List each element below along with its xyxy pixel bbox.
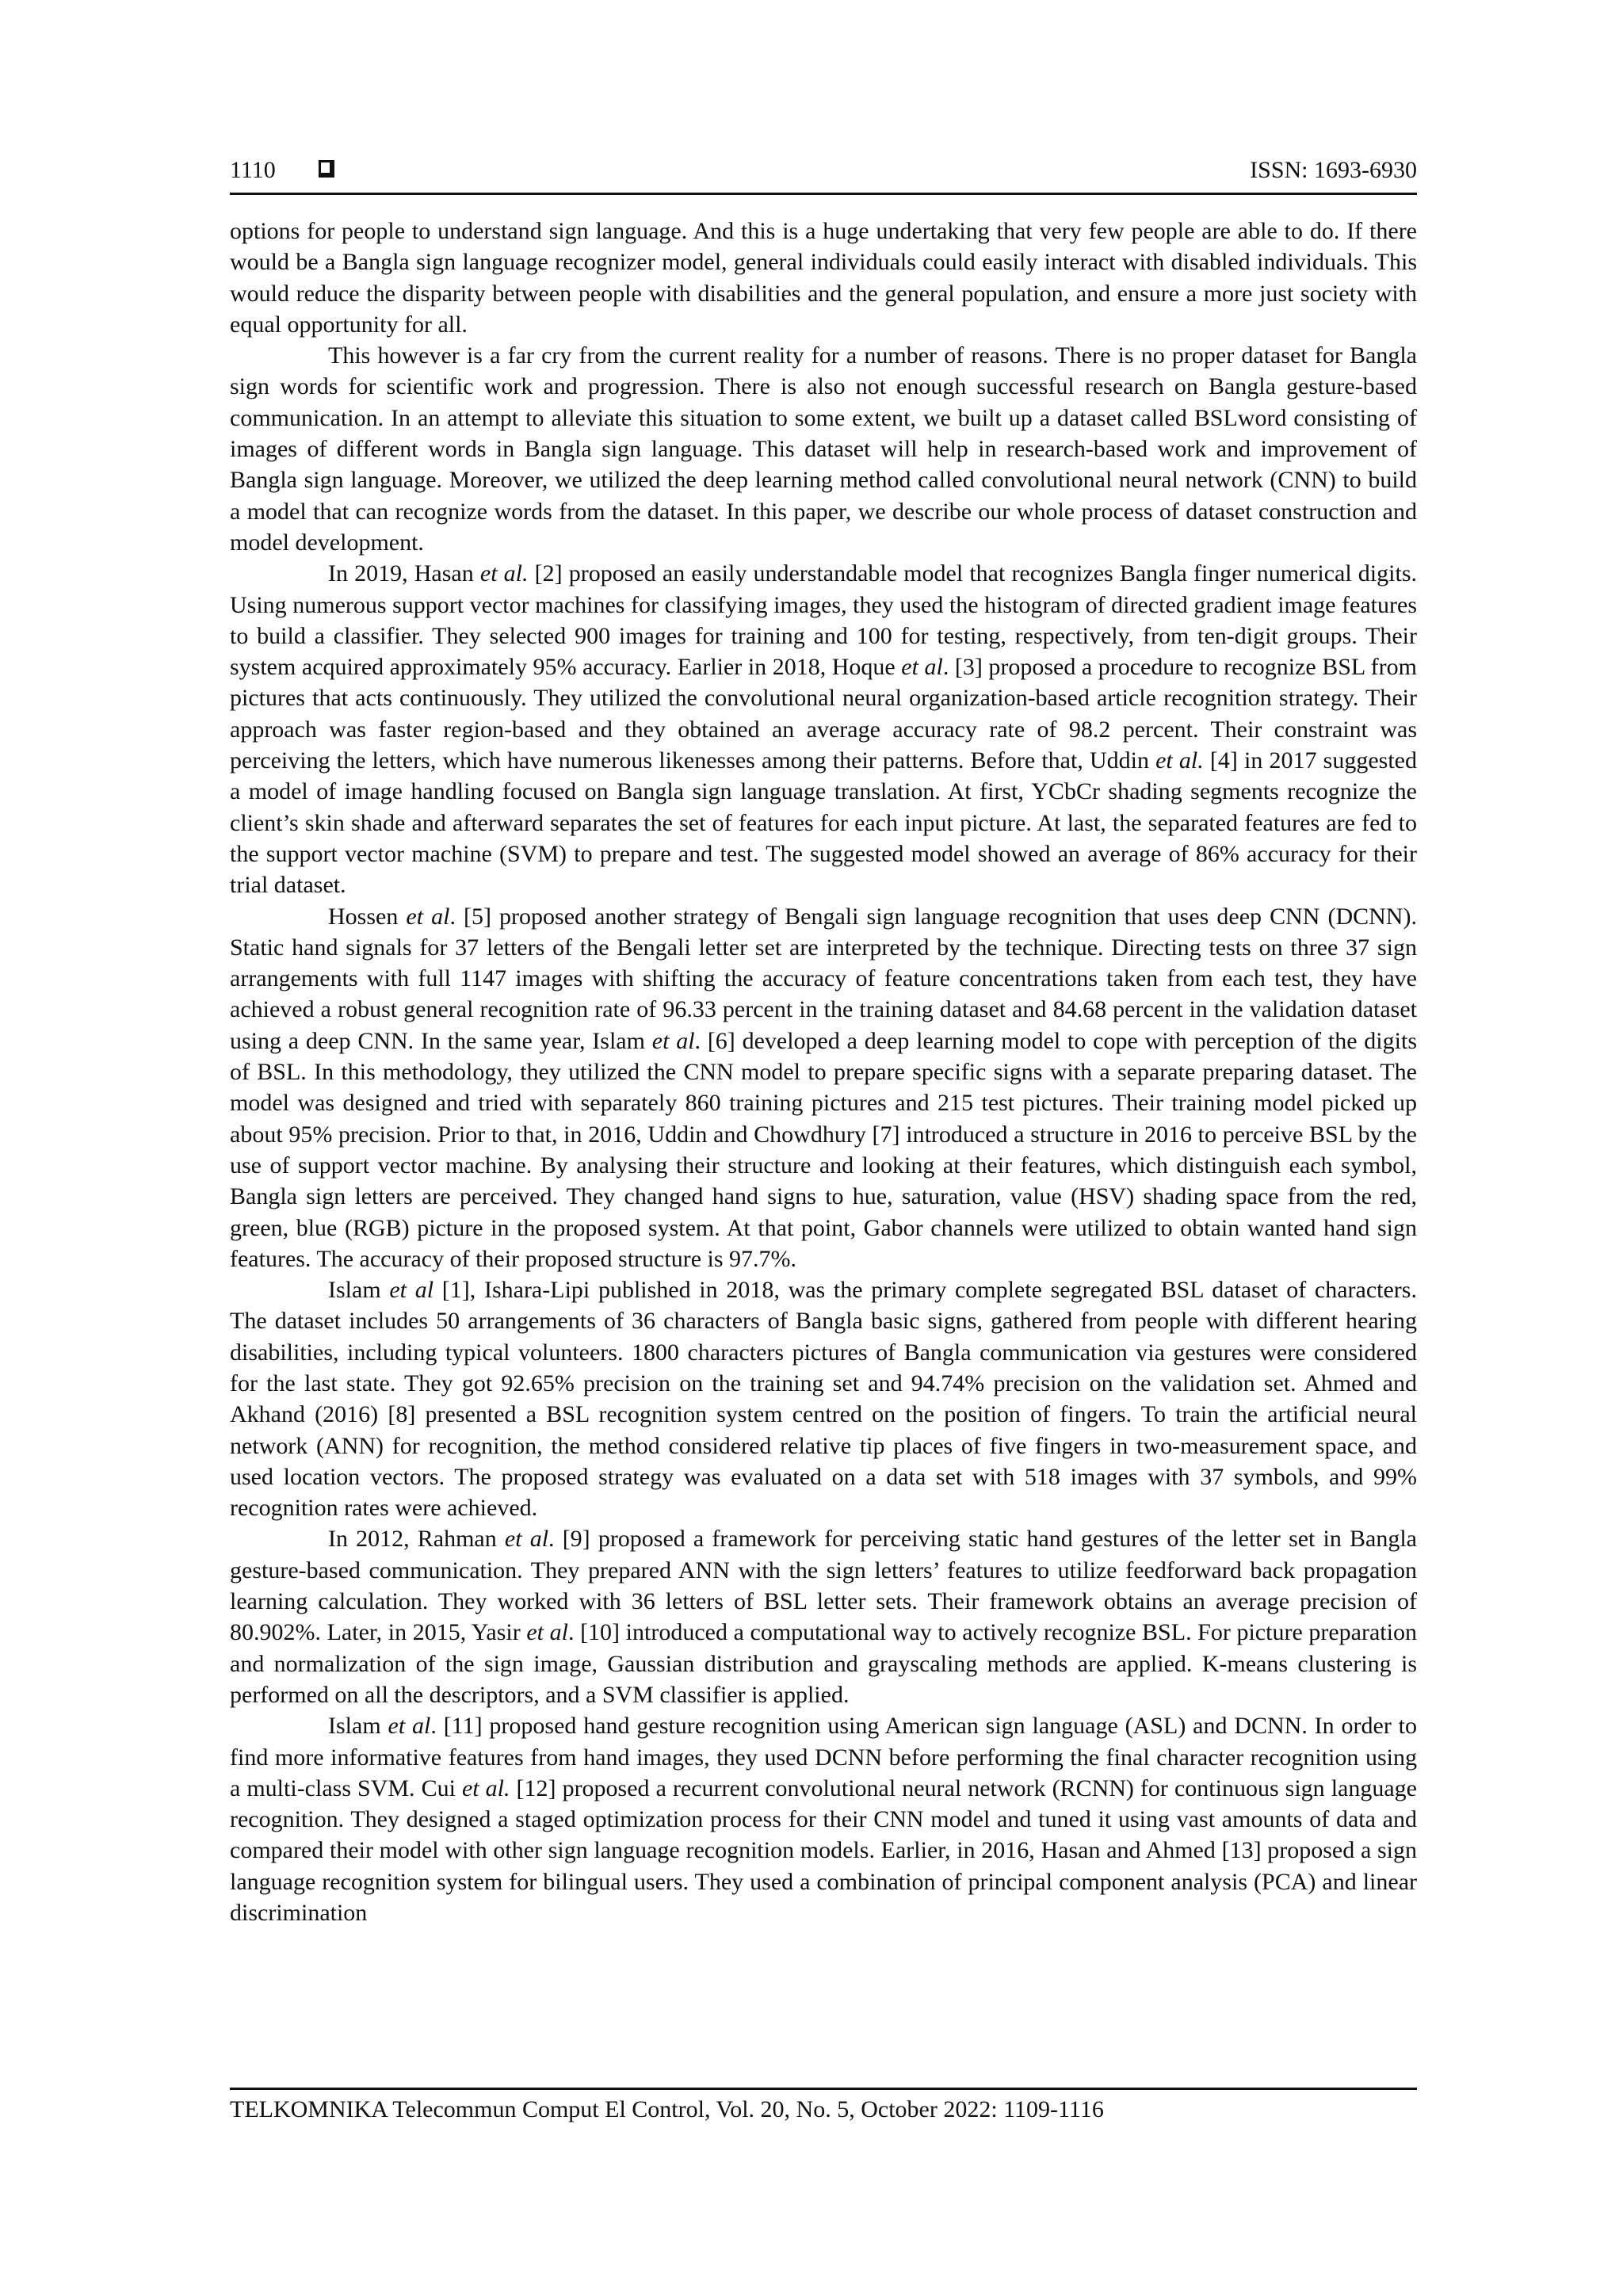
text-fragment: . [5] proposed another strategy of Bengali sign language recognition that uses deep CNN (DCNN). Static hand signals for 37 letters of the Bengali letter set are interpreted by the technique. Directing tests on three 37 sign arrangements with full 1147 images with shifting the accuracy of feature concentrations taken from each test, they have achieved a robust general recognition rate of 96.33 percent in the training dataset and 84.68 percent in the validation dataset using a deep CNN. In the same year, Islam [230, 903, 1417, 1054]
text-fragment: In 2019, Hasan [328, 560, 480, 587]
text-fragment: Hossen [328, 903, 407, 930]
italic-text: et al. [461, 1775, 510, 1801]
text-fragment: [1], Ishara-Lipi published in 2018, was the primary complete segregated BSL dataset of characters. The dataset includes 50 arrangements of 36 characters of Bangla basic signs, gathered from people with different hearing disabilities, including typical volunteers. 1800 characters pictures of Bangla communication via gestures were considered for the last state. They got 92.65% precision on the training set and 94.74% precision on the validation set. Ahmed and Akhand (2016) [8] presented a BSL recognition system centred on the position of fingers. To train the artificial neural network (ANN) for recognition, the method considered relative tip places of five fingers in two-measurement space, and used location vectors. The proposed strategy was evaluated on a data set with 518 images with 37 symbols, and 99% recognition rates were achieved. [230, 1277, 1417, 1522]
text-fragment: . [6] developed a deep learning model to cope with perception of the digits of BSL. In this methodology, they utilized the CNN model to prepare specific signs with a separate preparing dataset. The model was designed and tried with separately 860 training pictures and 215 test pictures. Their training model picked up about 95% precision. Prior to that, in 2016, Uddin and Chowdhury [7] introduced a structure in 2016 to perceive BSL by the use of support vector machine. By analysing their structure and looking at their features, which distinguish each symbol, Bangla sign letters are perceived. They changed hand signs to hue, saturation, value (HSV) shading space from the red, green, blue (RGB) picture in the proposed system. At that point, Gabor channels were utilized to obtain wanted hand sign features. The accuracy of their proposed structure is 97.7%. [230, 1027, 1417, 1272]
body-paragraph [230, 1710, 1417, 1928]
italic-text: et al [406, 903, 450, 930]
body-paragraph [230, 1274, 1417, 1523]
text-fragment: . [10] introduced a computational way to actively recognize BSL. For picture preparation and normalization of the sign image, Gaussian distribution and grayscaling methods are applied. K-means clustering is performed on all the descriptors, and a SVM classifier is applied. [230, 1619, 1417, 1708]
text-fragment: [4] in 2017 suggested a model of image handling focused on Bangla sign language translation. At first, YCbCr shading segments recognize the client’s skin shade and afterward separates the set of features for each input picture. At last, the separated features are fed to the support vector machine (SVM) to prepare and test. The suggested model showed an average of 86% accuracy for their trial dataset. [230, 747, 1417, 899]
body-paragraph [230, 1523, 1417, 1710]
text-fragment: . [9] proposed a framework for perceiving static hand gestures of the letter set in Bangla gesture-based communication. They prepared ANN with the sign letters’ features to utilize feedforward back propagation learning calculation. They worked with 36 letters of BSL letter sets. Their framework obtains an average precision of 80.902%. Later, in 2015, Yasir [230, 1526, 1417, 1646]
body-paragraph [230, 901, 1417, 1275]
footer-divider [230, 2088, 1417, 2090]
issn-label: ISSN: 1693-6930 [1250, 157, 1417, 183]
text-fragment: This however is a far cry from the current reality for a number of reasons. There is no proper dataset for Bangla sign words for scientific work and progression. There is also not enough successful research on Bangla gesture-based communication. In an attempt to alleviate this situation to some extent, we built up a dataset called BSLword consisting of images of different words in Bangla sign language. This dataset will help in research-based work and improvement of Bangla sign language. Moreover, we utilized the deep learning method called convolutional neural network (CNN) to build a model that can recognize words from the dataset. In this paper, we describe our whole process of dataset construction and model development. [230, 342, 1417, 556]
page-footer [230, 2093, 1417, 2126]
text-fragment: . [3] proposed a procedure to recognize BSL from pictures that acts continuously. They utilized the convolutional neural organization-based article recognition strategy. Their approach was faster region-based and they obtained an average accuracy rate of 98.2 percent. Their constraint was perceiving the letters, which have numerous likenesses among their patterns. Before that, Uddin [230, 654, 1417, 774]
page-header [230, 152, 1417, 189]
italic-text: et al [526, 1619, 568, 1646]
text-fragment: Islam [328, 1713, 388, 1740]
text-fragment: [2] proposed an easily understandable model that recognizes Bangla finger numerical digits. Using numerous support vector machines for classifying images, they used the histogram of directed gradient image features to build a classifier. They selected 900 images for training and 100 for testing, respectively, from ten-digit groups. Their system acquired approximately 95% accuracy. Earlier in 2018, Hoque [230, 560, 1417, 681]
text-fragment: . [11] proposed hand gesture recognition using American sign language (ASL) and DCNN. In order to find more informative features from hand images, they used DCNN before performing the final character recognition using a multi-class SVM. Cui [230, 1713, 1417, 1801]
text-fragment: In 2012, Rahman [328, 1526, 505, 1553]
italic-text: et al [388, 1713, 431, 1740]
italic-text: et al. [479, 560, 529, 587]
body-paragraph [230, 340, 1417, 558]
page-number: 1110 [230, 157, 276, 183]
text-fragment: options for people to understand sign language. And this is a huge undertaking that very few people are able to do. If there would be a Bangla sign language recognizer model, general individuals could easily interact with disabled individuals. This would reduce the disparity between people with disabilities and the general population, and ensure a more just society with equal opportunity for all. [230, 218, 1417, 338]
body-paragraph [230, 558, 1417, 900]
italic-text: et al [651, 1027, 695, 1054]
italic-text: et al [389, 1277, 434, 1304]
square-bullet-icon [319, 160, 334, 178]
article-body [230, 216, 1417, 1928]
header-divider [230, 193, 1417, 195]
text-fragment: [12] proposed a recurrent convolutional neural network (RCNN) for continuous sign language recognition. They designed a staged optimization process for their CNN model and tuned it using vast amounts of data and compared their model with other sign language recognition models. Earlier, in 2016, Hasan and Ahmed [13] proposed a sign language recognition system for bilingual users. They used a combination of principal component analysis (PCA) and linear discrimination [230, 1775, 1417, 1927]
text-fragment: Islam [328, 1277, 390, 1304]
body-paragraph [230, 216, 1417, 340]
italic-text: et al [504, 1526, 549, 1553]
italic-text: et al. [1155, 747, 1204, 774]
italic-text: et al [901, 654, 943, 681]
journal-citation: TELKOMNIKA Telecommun Comput El Control, Vol. 20, No. 5, October 2022: 1109-1116 [230, 2096, 1104, 2122]
